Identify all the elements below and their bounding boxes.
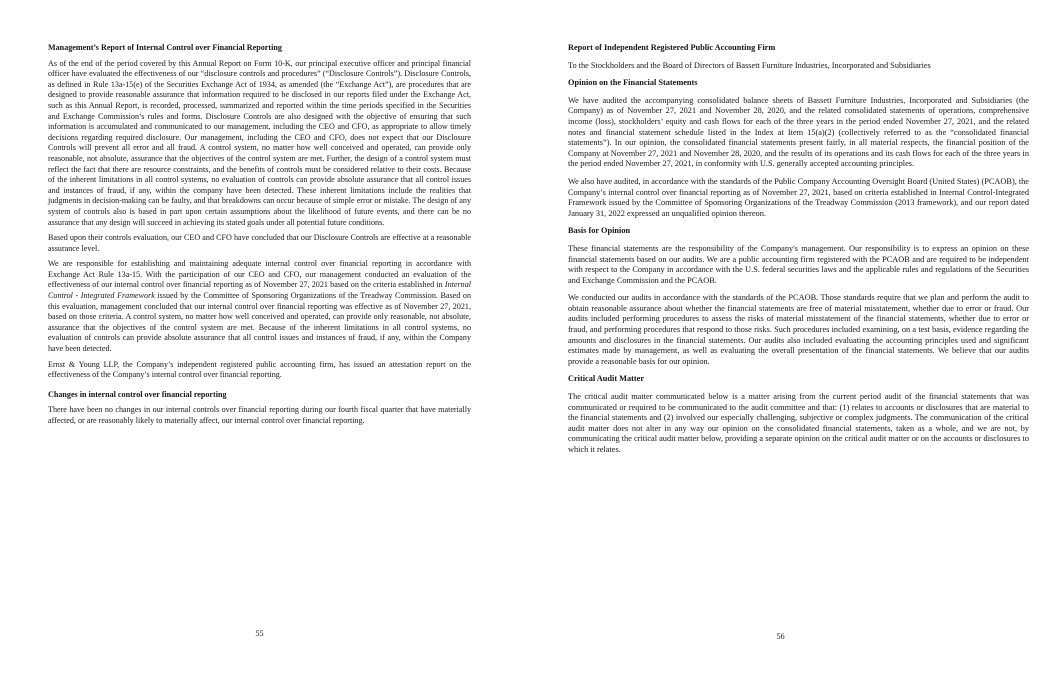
- para-basis-audit-standards: We conducted our audits in accordance with the standards of the PCAOB. Those standards require that we plan and perform the audit to obtain reasonable assurance about whether the financial statements are free of material misstatement, whether due to error or fraud. Our audits included performing procedures to assess the risks of material misstatement of the financial statements, whether due to error or fraud, and performing procedures that respond to those risks. Such procedures included examining, on a test basis, evidence regarding the amounts and disclosures in the financial statements. Our audits also included evaluating the accounting principles used and significant estimates made by management, as well as evaluating the overall presentation of the financial statements. We believe that our audits provide a reasonable basis for our opinion.: [568, 293, 1029, 366]
- right-page-title: Report of Independent Registered Public Accounting Firm: [568, 43, 776, 52]
- heading-critical-audit-matter: Critical Audit Matter: [568, 374, 645, 384]
- para-icfr-evaluation: [48, 259, 471, 354]
- para-ey-attestation: Ernst & Young LLP, the Company’s independent registered public accounting firm, has issued an attestation report on the effectiveness of the Company’s internal control over financial reporting.: [48, 359, 471, 380]
- para-opinion-audit-scope: We have audited the accompanying consolidated balance sheets of Bassett Furniture Industries, Incorporated and Subsidiaries (the Company) as of November 27, 2021 and November 28, 2020, and the related consolidated statements of operations, comprehensive income (loss), stockholders’ equity and cash flows for each of the three years in the period ended November 27, 2021, and the related notes and financial statement schedule listed in the Index at Item 15(a)(2) (collectively referred to as the “consolidated financial statements”). In our opinion, the consolidated financial statements present fairly, in all material respects, the financial position of the Company at November 27, 2021 and November 28, 2020, and the results of its operations and its cash flows for each of the three years in the period ended November 27, 2021, in conformity with U.S. generally accepted accounting principles.: [568, 95, 1029, 169]
- para-icfr-text-after: issued by the Committee of Sponsoring Organizations of the Treadway Commission. Based on this evaluation, management concluded that our internal control over financial reporting was effective as of November 27, 2021, based on those criteria. A control system, no matter how well conceived and operated, can provide only reasonable, not absolute, assurance that the objectives of the control system are met. Because of the inherent limitations in all control systems, no evaluation of controls can provide absolute assurance that all control issues and instances of fraud, if any, within the Company have been detected.: [48, 291, 471, 354]
- para-disclosure-controls: As of the end of the period covered by this Annual Report on Form 10-K, our principal executive officer and principal financial officer have evaluated the effectiveness of our “disclosure controls and procedures” (“Disclosure Controls”). Disclosure Controls, as defined in Rule 13a-15(e) of the Securities Exchange Act of 1934, as amended (the “Exchange Act”), are procedures that are designed to provide reasonable assurance that information required to be disclosed in our reports filed under the Exchange Act, such as this Annual Report, is recorded, processed, summarized and reported within the time periods specified in the Securities and Exchange Commission’s rules and forms. Disclosure Controls are also designed with the objective of ensuring that such information is accumulated and communicated to our management, including the CEO and CFO, as appropriate to allow timely decisions regarding required disclosure. Our management, including the CEO and CFO, does not expect that our Disclosure Controls will prevent all error and all fraud. A control system, no matter how well conceived and operated, can provide only reasonable, not absolute, assurance that the objectives of the control system are met. Further, the design of a control system must reflect the fact that there are resource constraints, and the benefits of controls must be considered relative to their costs. Because of the inherent limitations in all control systems, no evaluation of controls can provide absolute assurance that all control issues and instances of fraud, if any, within the company have been detected. These inherent limitations include the realities that judgments in decision-making can be faulty, and that breakdowns can occur because of simple error or mistake. The design of any system of controls also is based in part upon certain assumptions about the likelihood of future events, and there can be no assurance that any design will succeed in achieving its stated goals under all potential future conditions.: [48, 58, 471, 227]
- para-critical-audit-matter: The critical audit matter communicated below is a matter arising from the current period audit of the financial statements that was communicated or required to be communicated to the audit committee and that: (1) relates to accounts or disclosures that are material to the financial statements and (2) involved our especially challenging, subjective or complex judgments. The communication of the critical audit matter does not alter in any way our opinion on the consolidated financial statements, taken as a whole, and we are not, by communicating the critical audit matter below, providing a separate opinion on the critical audit matter or on the accounts or disclosures to which it relates.: [568, 392, 1029, 454]
- para-controls-conclusion: Based upon their controls evaluation, our CEO and CFO have concluded that our Disclosure Controls are effective at a reasonable assurance level.: [48, 233, 471, 253]
- page-number-55: 55: [255, 629, 264, 638]
- para-icfr-text-before: We are responsible for establishing and maintaining adequate internal control over financial reporting in accordance with Exchange Act Rule 13a-15. With the participation of our CEO and CFO, our management conducted an evaluation of the effectiveness of our internal control over financial reporting as of November 27, 2021 based on the criteria established in: [48, 259, 471, 290]
- framework-title-italic: Internal Control - Integrated Framework: [48, 280, 471, 301]
- addressee-line: To the Stockholders and the Board of Directors of Bassett Furniture Industries, Incorporated and Subsidiaries: [568, 60, 931, 70]
- para-opinion-icfr-report: We also have audited, in accordance with the standards of the Public Company Accounting Oversight Board (United States) (PCAOB), the Company’s internal control over financial reporting as of November 27, 2021, based on criteria established in Internal Control-Integrated Framework issued by the Committee of Sponsoring Organizations of the Treadway Commission (2013 framework), and our report dated January 31, 2022 expressed an unqualified opinion thereon.: [568, 176, 1029, 218]
- page-55: [48, 43, 471, 432]
- left-page-title: Management’s Report of Internal Control over Financial Reporting: [48, 43, 282, 52]
- heading-changes-in-icfr: Changes in internal control over financial reporting: [48, 389, 227, 399]
- para-no-changes: There have been no changes in our internal controls over financial reporting during our fourth fiscal quarter that have materially affected, or are reasonably likely to materially affect, our internal control over financial reporting.: [48, 405, 471, 425]
- page-number-56: 56: [776, 632, 785, 641]
- para-basis-responsibility: These financial statements are the responsibility of the Company's management. Our responsibility is to express an opinion on these financial statements based on our audits. We are a public accounting firm registered with the PCAOB and are required to be independent with respect to the Company in accordance with the U.S. federal securities laws and the applicable rules and regulations of the Securities and Exchange Commission and the PCAOB.: [568, 243, 1029, 285]
- heading-basis-for-opinion: Basis for Opinion: [568, 226, 631, 236]
- heading-opinion-financial-statements: Opinion on the Financial Statements: [568, 78, 698, 88]
- page-56: [568, 43, 1029, 463]
